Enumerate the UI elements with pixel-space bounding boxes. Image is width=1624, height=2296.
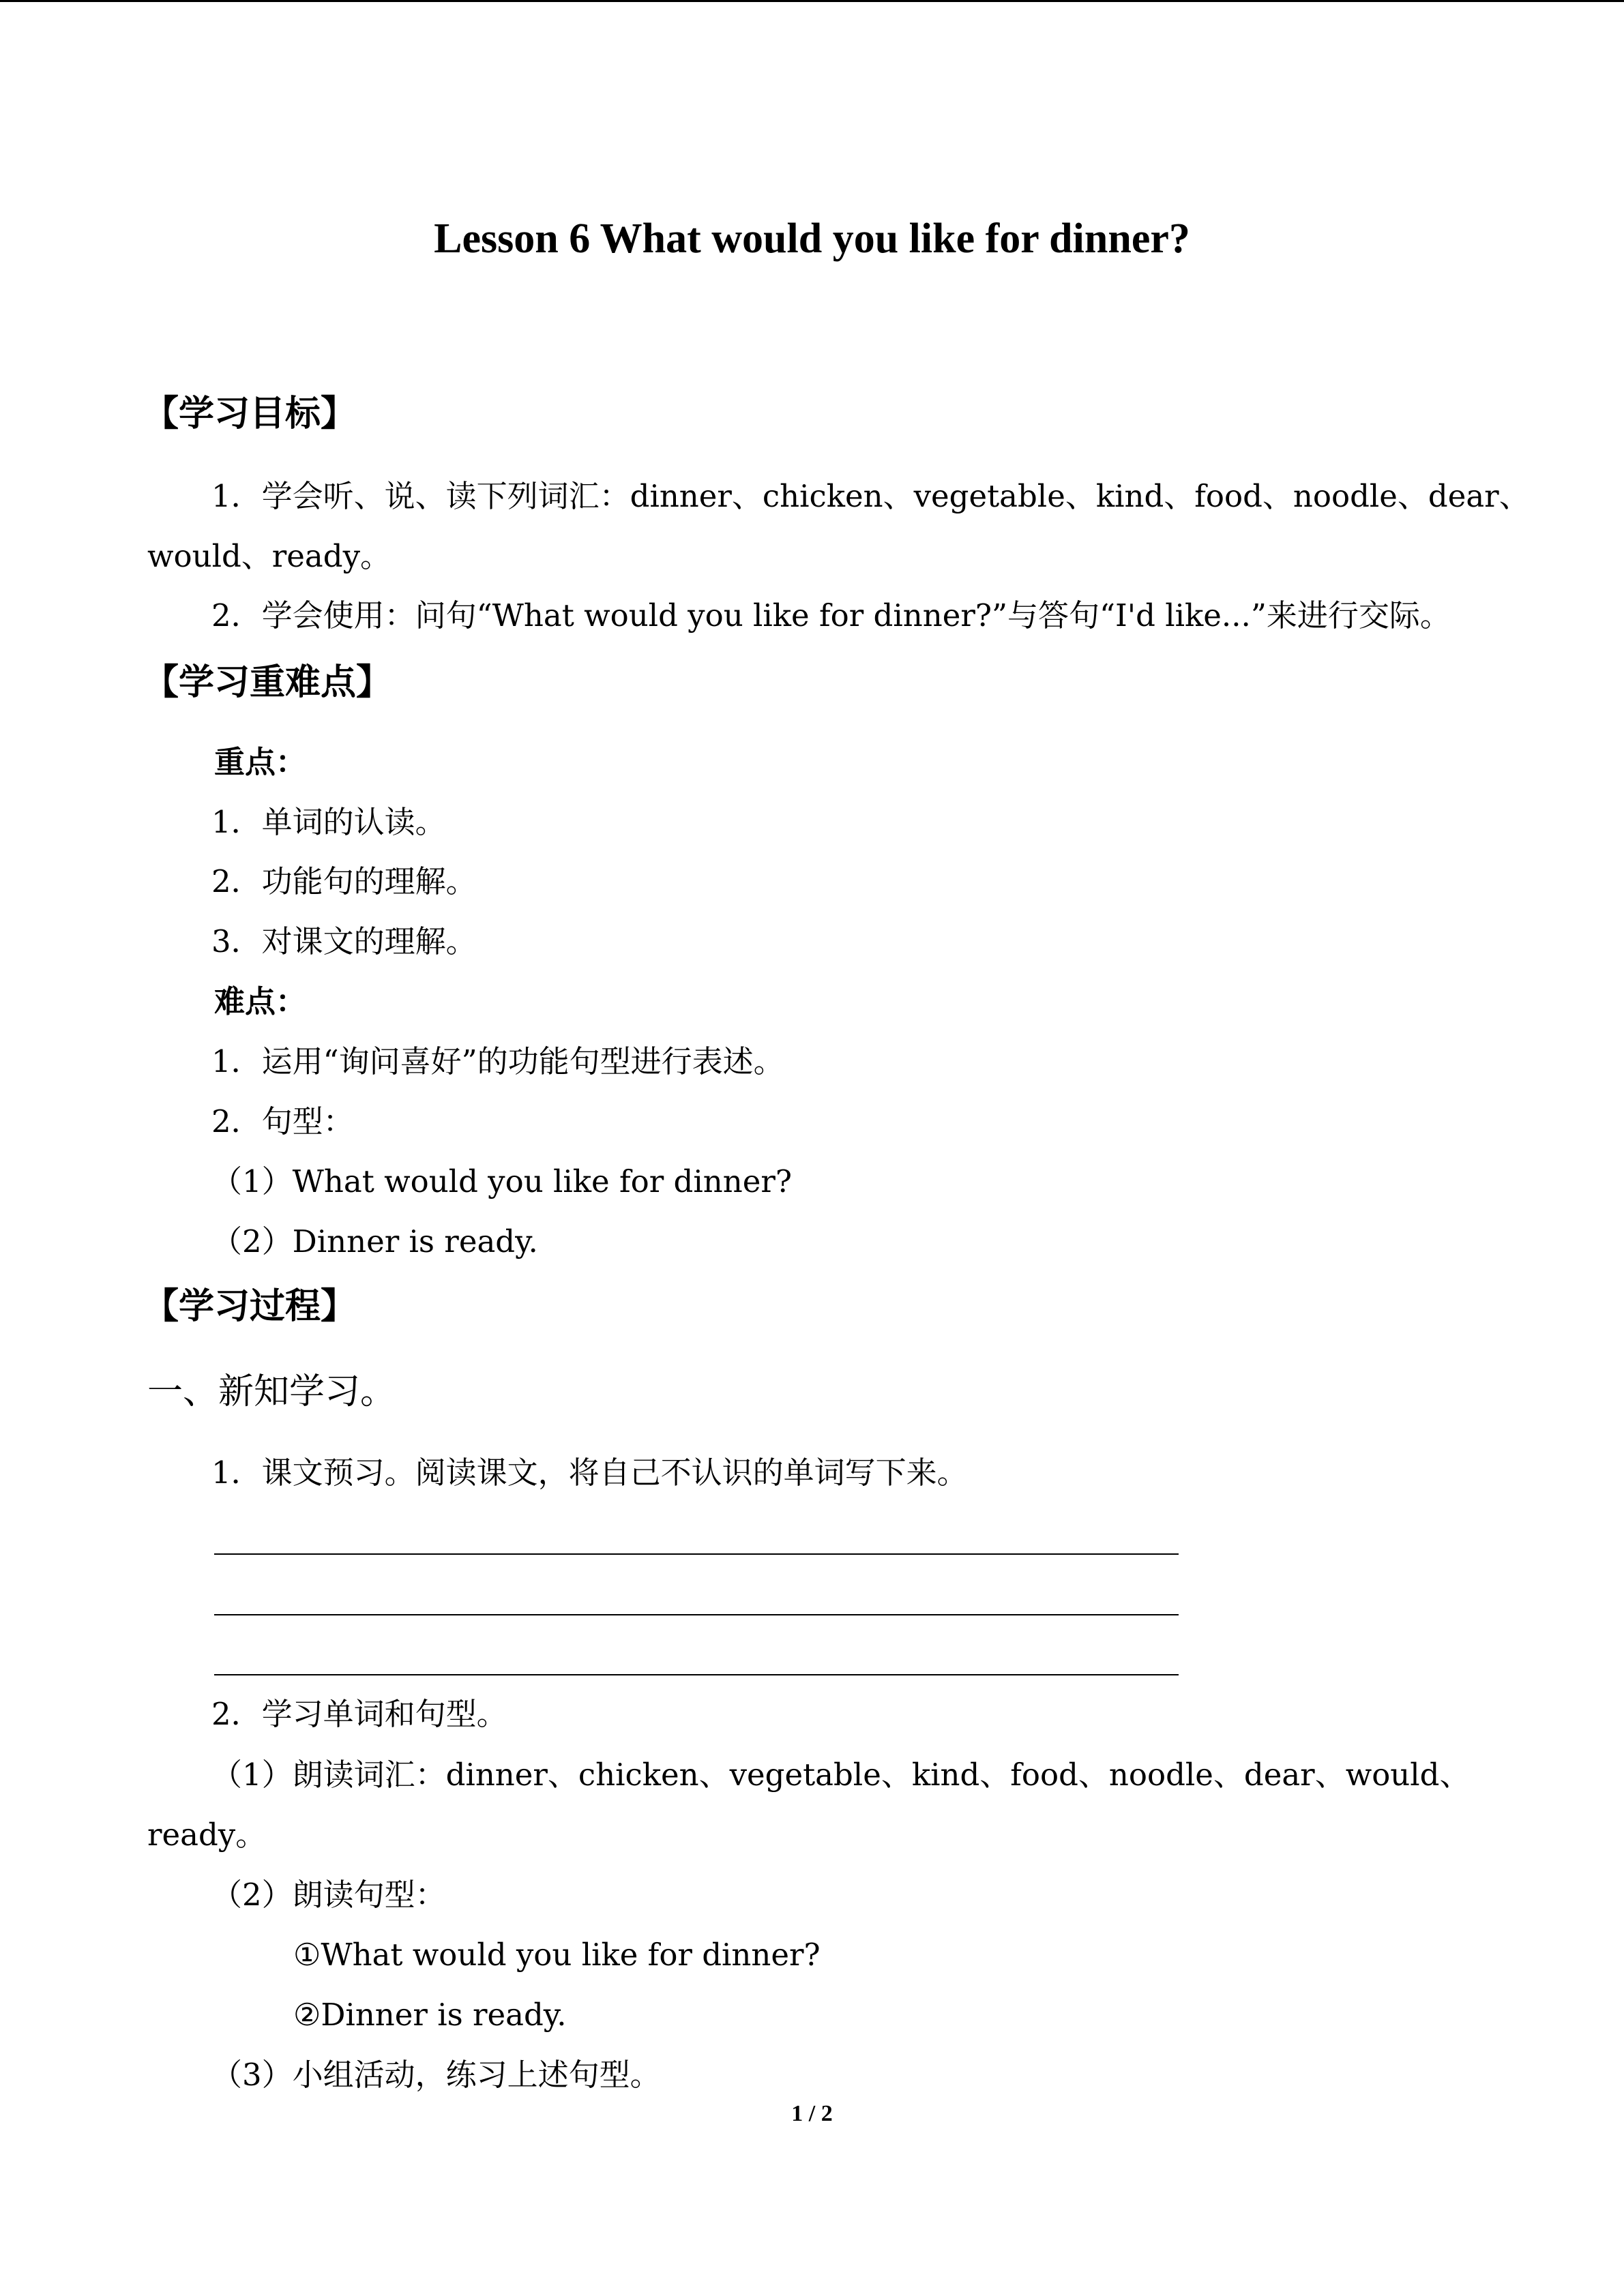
step-2-item-1-continued: ready。 <box>147 1817 267 1853</box>
part-1-title: 一、新知学习。 <box>147 1371 396 1412</box>
key-point-3: 3．对课文的理解。 <box>211 923 477 959</box>
step-2-item-1: （1）朗读词汇：dinner、chicken、vegetable、kind、food、noodle、dear、would、 <box>211 1757 1471 1793</box>
goal-1: 1．学会听、说、读下列词汇：dinner、chicken、vegetable、kind、food、noodle、dear、 <box>211 478 1530 514</box>
difficult-point-2: 2．句型： <box>211 1103 354 1139</box>
goal-2: 2．学会使用：问句“What would you like for dinner?”与答句“I'd like...”来进行交际。 <box>211 597 1451 633</box>
process-heading: 【学习过程】 <box>143 1286 357 1327</box>
answer-line-2[interactable] <box>214 1614 1179 1615</box>
key-point-1: 1．单词的认读。 <box>211 804 446 840</box>
goals-heading: 【学习目标】 <box>143 393 357 434</box>
key-points-label: 重点： <box>214 744 307 780</box>
difficult-sentence-1: （1）What would you like for dinner? <box>211 1163 792 1199</box>
goal-1-continued: would、ready。 <box>147 538 391 574</box>
difficult-points-label: 难点： <box>214 983 307 1019</box>
difficult-point-1: 1．运用“询问喜好”的功能句型进行表述。 <box>211 1043 784 1079</box>
page-number: 1 / 2 <box>791 2101 833 2126</box>
step-2: 2．学习单词和句型。 <box>211 1696 507 1732</box>
answer-line-1[interactable] <box>214 1553 1179 1555</box>
step-1: 1．课文预习。阅读课文，将自己不认识的单词写下来。 <box>211 1455 968 1491</box>
step-2-item-2: （2）朗读句型： <box>211 1877 446 1913</box>
sentence-pattern-1: ①What would you like for dinner? <box>293 1937 821 1973</box>
lesson-title: Lesson 6 What would you like for dinner? <box>434 215 1190 262</box>
difficult-sentence-2: （2）Dinner is ready. <box>211 1223 538 1259</box>
step-2-item-3: （3）小组活动，练习上述句型。 <box>211 2057 661 2093</box>
key-difficult-heading: 【学习重难点】 <box>143 662 392 703</box>
sentence-pattern-2: ②Dinner is ready. <box>293 1997 567 2033</box>
answer-line-3[interactable] <box>214 1674 1179 1675</box>
key-point-2: 2．功能句的理解。 <box>211 863 477 899</box>
